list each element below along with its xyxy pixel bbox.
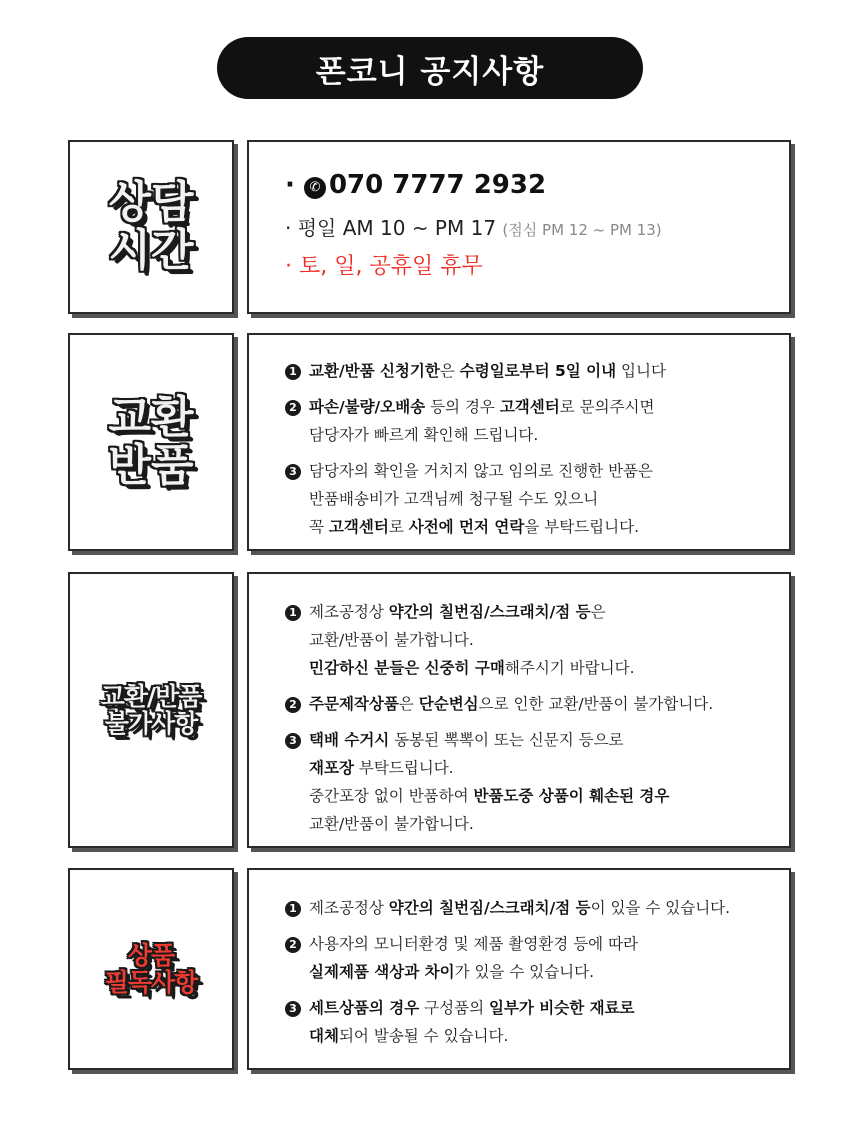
- text: 민감하신 분들은 신중히 구매: [309, 659, 505, 677]
- number-2-icon: 2: [285, 697, 301, 713]
- bullet: ·: [285, 216, 292, 240]
- noreturn-content-box: [247, 572, 791, 848]
- phone-icon: ✆: [304, 177, 326, 199]
- hours-label-line-1: 상담: [108, 177, 194, 229]
- page-title: 폰코니 공지사항: [315, 53, 545, 90]
- number-3-icon: 3: [285, 1001, 301, 1017]
- text: 재포장: [309, 759, 354, 777]
- notice-label-line-1: 상품: [127, 941, 175, 970]
- text: 동봉된 뽁뽁이 또는 신문지 등으로: [389, 731, 624, 749]
- exchange-item-2: [285, 393, 789, 449]
- hours-content-box: [247, 140, 791, 314]
- text: 일부가 비슷한 재료로: [488, 999, 635, 1017]
- exchange-label-box: [68, 333, 234, 551]
- text: 반품도중 상품이 훼손된 경우: [473, 787, 670, 805]
- text: 로: [388, 518, 409, 536]
- text: 은: [590, 603, 606, 621]
- text: 수령일로부터 5일 이내: [459, 362, 617, 380]
- notice-content-box: [247, 868, 791, 1070]
- notice-item-3: [285, 994, 789, 1050]
- bullet: ·: [285, 170, 295, 200]
- noreturn-label-box: [68, 572, 234, 848]
- text: 은: [398, 695, 419, 713]
- notice-label-box: [68, 868, 234, 1070]
- text: 중간포장 없이 반품하여: [309, 787, 474, 805]
- exchange-label-line-1: 교환: [108, 392, 194, 444]
- text: 부탁드립니다.: [353, 759, 454, 777]
- text: 사용자의 모니터환경 및 제품 촬영환경 등에 따라: [309, 935, 639, 953]
- weekday-hours: 평일 AM 10 ~ PM 17: [297, 216, 497, 240]
- phone-number[interactable]: 070 7777 2932: [328, 170, 547, 200]
- text: 교환/반품 신청기한: [309, 362, 440, 380]
- text: 구성품의: [419, 999, 489, 1017]
- exchange-item-1: [285, 357, 789, 385]
- text: 이 있을 수 있습니다.: [590, 899, 731, 917]
- text: 반품배송비가 고객님께 청구될 수도 있으니: [309, 490, 599, 508]
- number-1-icon: 1: [285, 901, 301, 917]
- text: 파손/불량/오배송: [309, 398, 426, 416]
- number-2-icon: 2: [285, 937, 301, 953]
- text: 담당자가 빠르게 확인해 드립니다.: [309, 426, 539, 444]
- text: 대체: [309, 1027, 339, 1045]
- text: 으로 인한 교환/반품이 불가합니다.: [478, 695, 714, 713]
- text: 택배 수거시: [309, 731, 390, 749]
- text: 되어 발송될 수 있습니다.: [338, 1027, 509, 1045]
- text: 약간의 칠번짐/스크래치/점 등: [388, 603, 591, 621]
- notice-item-1: [285, 894, 789, 922]
- text: 제조공정상: [309, 603, 389, 621]
- text: 고객센터: [499, 398, 560, 416]
- text: 사전에 먼저 연락: [408, 518, 525, 536]
- noreturn-label-line-1: 교환/반품: [100, 682, 202, 711]
- text: 교환/반품이 불가합니다.: [309, 631, 474, 649]
- text: 약간의 칠번짐/스크래치/점 등: [388, 899, 591, 917]
- number-3-icon: 3: [285, 733, 301, 749]
- text: 교환/반품이 불가합니다.: [309, 815, 474, 833]
- text: 제조공정상: [309, 899, 389, 917]
- notice-item-2: [285, 930, 789, 986]
- text: 꼭: [309, 518, 329, 536]
- text: 실제제품 색상과 차이: [309, 963, 455, 981]
- notice-label-line-2: 필독사항: [104, 968, 198, 997]
- number-2-icon: 2: [285, 400, 301, 416]
- text: 입니다: [616, 362, 666, 380]
- text: 은: [439, 362, 460, 380]
- text: 로 문의주시면: [559, 398, 655, 416]
- text: 고객센터: [328, 518, 389, 536]
- notice-title-banner: [217, 37, 643, 99]
- text: 등의 경우: [425, 398, 500, 416]
- hours-label-box: [68, 140, 234, 314]
- number-1-icon: 1: [285, 605, 301, 621]
- text: 단순변심: [418, 695, 479, 713]
- text: 담당자의 확인을 거치지 않고 임의로 진행한 반품은: [309, 462, 653, 480]
- exchange-label-line-2: 반품: [108, 440, 194, 491]
- text: 가 있을 수 있습니다.: [454, 963, 595, 981]
- exchange-item-3: [285, 457, 789, 541]
- noreturn-item-2: [285, 690, 789, 718]
- text: 주문제작상품: [309, 695, 399, 713]
- noreturn-item-3: [285, 726, 789, 838]
- number-3-icon: 3: [285, 464, 301, 480]
- exchange-content-box: [247, 333, 791, 551]
- number-1-icon: 1: [285, 364, 301, 380]
- text: 을 부탁드립니다.: [524, 518, 639, 536]
- phone-row: [285, 170, 546, 200]
- noreturn-label-line-2: 불가사항: [104, 709, 198, 738]
- text: 해주시기 바랍니다.: [504, 659, 635, 677]
- lunch-hours: (점심 PM 12 ~ PM 13): [502, 221, 662, 239]
- noreturn-item-1: [285, 598, 789, 682]
- weekday-row: [285, 212, 662, 241]
- text: 세트상품의 경우: [309, 999, 420, 1017]
- hours-label-line-2: 시간: [108, 225, 194, 276]
- closed-days: · 토, 일, 공휴일 휴무: [285, 254, 483, 279]
